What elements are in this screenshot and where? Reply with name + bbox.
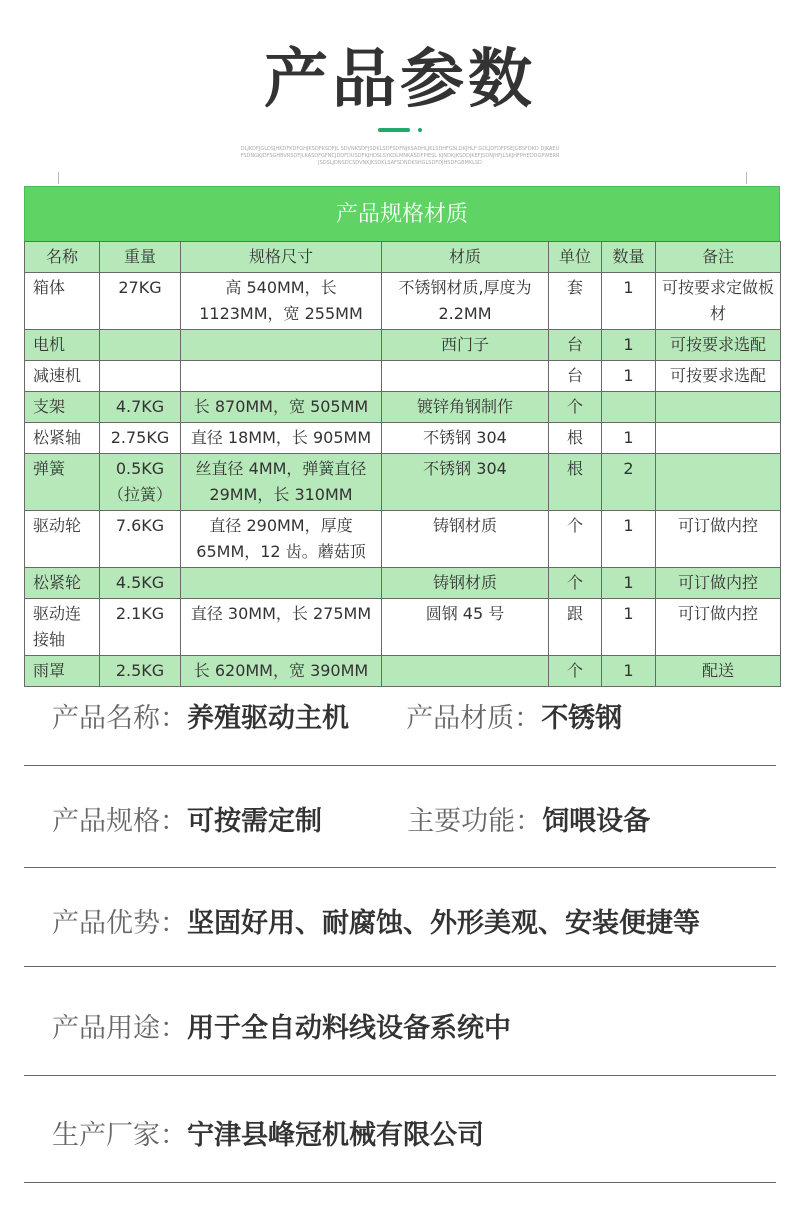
- cell: 丝直径 4MM，弹簧直径 29MM，长 310MM: [181, 454, 382, 511]
- cell: 1: [602, 273, 656, 330]
- cell: 铸钢材质: [382, 568, 549, 599]
- cell: 配送: [656, 656, 781, 687]
- cell: 箱体: [25, 273, 100, 330]
- divider: [24, 1075, 776, 1076]
- cell: 4.5KG: [100, 568, 181, 599]
- advantage-label: 产品优势：: [52, 908, 187, 939]
- cell: 个: [549, 392, 602, 423]
- cell: 不锈钢材质,厚度为2.2MM: [382, 273, 549, 330]
- cell: 不锈钢 304: [382, 423, 549, 454]
- cell: 松紧轴: [25, 423, 100, 454]
- info-row-usage: [52, 1006, 511, 1045]
- header-cell: 重量: [100, 242, 181, 273]
- cell: 套: [549, 273, 602, 330]
- header-cell: 单位: [549, 242, 602, 273]
- cell: 个: [549, 511, 602, 568]
- material-value: 不锈钢: [541, 703, 623, 734]
- header-cell: 备注: [656, 242, 781, 273]
- cell: 可订做内控: [656, 511, 781, 568]
- advantage-value: 坚固好用、耐腐蚀、外形美观、安装便捷等: [187, 908, 700, 939]
- divider: [24, 1182, 776, 1183]
- name-label: 产品名称：: [52, 703, 187, 734]
- usage-value: 用于全自动料线设备系统中: [187, 1013, 511, 1044]
- cell: 1: [602, 568, 656, 599]
- cell: 2: [602, 454, 656, 511]
- divider: [24, 765, 776, 766]
- page-title: 产品参数: [264, 43, 536, 117]
- cell: 高 540MM，长 1123MM，宽 255MM: [181, 273, 382, 330]
- cell: 1: [602, 330, 656, 361]
- cell: 个: [549, 656, 602, 687]
- divider: [24, 966, 776, 967]
- cell: 7.6KG: [100, 511, 181, 568]
- cell: 1: [602, 656, 656, 687]
- cell: 松紧轮: [25, 568, 100, 599]
- function-label: 主要功能：: [407, 806, 543, 837]
- cell: 弹簧: [25, 454, 100, 511]
- decorative-subtext: DLJKDFJGLDSJHKDFKDFGHJKSDFKSDFJL SDVNKSDFJSDKLSDFSDFNJKSADHLJKLSDHFGSLDKJHLF GDLJDFDFPSEJGBSFDKD DJKAEUFSDNGKJDFSGHBVRSDFJLKASDFGFNCJDDFDUSDFKJHDSLSYKDLMNKASDFPIESL KJNDKJKSDDJKEFJSDNJHFJLSKJHFPHEDDGPWERRJSDSLJDNSDCSDVNKJKSDKLSAFSDNDKSHGLSDFDJHSDFGBMKLSD: [240, 146, 560, 166]
- cell: 长 620MM，宽 390MM: [181, 656, 382, 687]
- spec-label: 产品规格：: [52, 806, 187, 837]
- cell: 驱动轮: [25, 511, 100, 568]
- cell: 直径 18MM，长 905MM: [181, 423, 382, 454]
- material-label: 产品材质：: [406, 703, 542, 734]
- cell: 可按要求定做板材: [656, 273, 781, 330]
- cell: 0.5KG（拉簧）: [100, 454, 181, 511]
- cell: 个: [549, 568, 602, 599]
- info-row-maker: [52, 1113, 484, 1152]
- cell: 直径 290MM，厚度 65MM，12 齿。蘑菇顶: [181, 511, 382, 568]
- cell: 西门子: [382, 330, 549, 361]
- cell: 1: [602, 599, 656, 656]
- info-row-name-material: [52, 696, 622, 735]
- cell: 跟: [549, 599, 602, 656]
- cell: 不锈钢 304: [382, 454, 549, 511]
- spec-value: 可按需定制: [187, 806, 322, 837]
- cell: 可按要求选配: [656, 330, 781, 361]
- function-value: 饲喂设备: [542, 806, 651, 837]
- cell: 2.5KG: [100, 656, 181, 687]
- cell: 4.7KG: [100, 392, 181, 423]
- header-cell: 规格尺寸: [181, 242, 382, 273]
- cell: 2.75KG: [100, 423, 181, 454]
- cell: 可订做内控: [656, 568, 781, 599]
- cell: 圆钢 45 号: [382, 599, 549, 656]
- cell: 1: [602, 511, 656, 568]
- header-cell: 名称: [25, 242, 100, 273]
- cell: 27KG: [100, 273, 181, 330]
- cell: 根: [549, 423, 602, 454]
- name-value: 养殖驱动主机: [187, 703, 349, 734]
- cell: 铸钢材质: [382, 511, 549, 568]
- cell: 可按要求选配: [656, 361, 781, 392]
- cell: 台: [549, 361, 602, 392]
- cell: 雨罩: [25, 656, 100, 687]
- header-cell: 材质: [382, 242, 549, 273]
- cell: 根: [549, 454, 602, 511]
- cell: 支架: [25, 392, 100, 423]
- cell: 驱动连接轴: [25, 599, 100, 656]
- cell: 台: [549, 330, 602, 361]
- cell: 直径 30MM，长 275MM: [181, 599, 382, 656]
- product-info-section: [24, 0, 776, 1219]
- info-row-spec-function: [52, 799, 650, 838]
- cell: 电机: [25, 330, 100, 361]
- cell: 减速机: [25, 361, 100, 392]
- spec-table-title: 产品规格材质: [24, 186, 780, 241]
- cell: 长 870MM，宽 505MM: [181, 392, 382, 423]
- cell: 镀锌角钢制作: [382, 392, 549, 423]
- cell: 2.1KG: [100, 599, 181, 656]
- maker-label: 生产厂家：: [52, 1120, 187, 1151]
- cell: 1: [602, 423, 656, 454]
- usage-label: 产品用途：: [52, 1013, 187, 1044]
- info-row-advantage: [52, 901, 700, 940]
- cell: 1: [602, 361, 656, 392]
- maker-value: 宁津县峰冠机械有限公司: [187, 1120, 484, 1151]
- cell: 可订做内控: [656, 599, 781, 656]
- header-cell: 数量: [602, 242, 656, 273]
- divider: [24, 867, 776, 868]
